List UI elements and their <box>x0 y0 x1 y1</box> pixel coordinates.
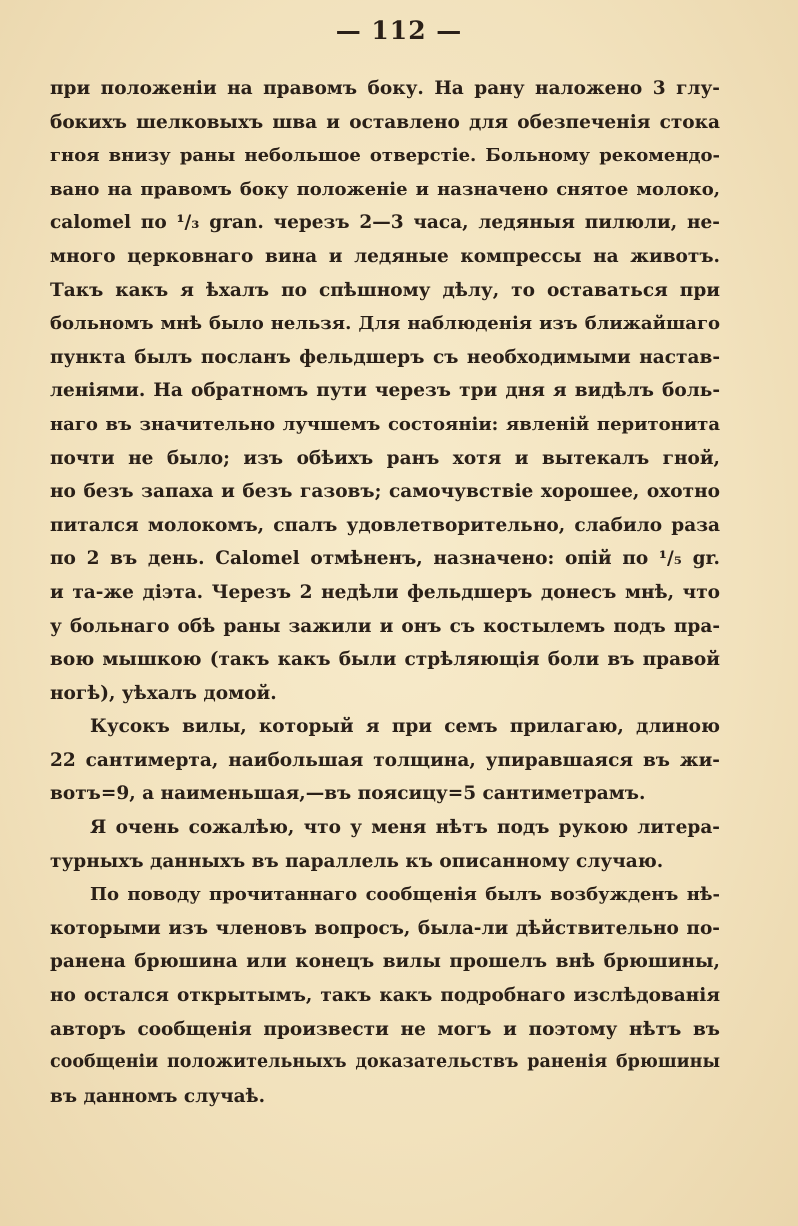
text-line-7: Такъ какъ я ѣхалъ по спѣшному дѣлу, то оставаться при <box>50 279 720 301</box>
text-line-17: у больнаго обѣ раны зажили и онъ съ костылемъ подъ пра- <box>50 615 720 637</box>
text-line-3: гноя внизу раны небольшое отверстiе. Больному рекомендо- <box>50 145 720 167</box>
text-line-15: по 2 въ день. Calomel отмѣненъ, назначено: опiй по ¹/₅ gr. <box>50 548 720 570</box>
text-line-18: вою мышкою (такъ какъ были стрѣляющiя боли въ правой <box>50 649 720 671</box>
text-line-8: больномъ мнѣ было нельзя. Для наблюденiя изъ ближайшаго <box>50 313 720 335</box>
text-line-29: авторъ сообщенiя произвести не могъ и поэтому нѣтъ въ <box>50 1018 720 1040</box>
text-line-23: Я очень сожалѣю, что у меня нѣтъ подъ рукою литера- <box>90 817 720 839</box>
text-line-13: но безъ запаха и безъ газовъ; самочувствiе хорошее, охотно <box>50 481 720 503</box>
text-line-28: но остался открытымъ, такъ какъ подробнаго изслѣдованiя <box>50 985 720 1007</box>
text-line-14: питался молокомъ, спалъ удовлетворительно, слабило раза <box>50 514 720 536</box>
text-line-21: 22 сантимерта, наибольшая толщина, упиравшаяся въ жи- <box>50 749 720 771</box>
text-line-9: пункта былъ посланъ фельдшеръ съ необходимыми настав- <box>50 346 720 368</box>
page-number: — 112 — <box>335 16 463 45</box>
text-line-6: много церковнаго вина и ледяные компрессы на животъ. <box>50 245 720 267</box>
text-line-10: ленiями. На обратномъ пути черезъ три дня я видѣлъ боль- <box>50 380 720 402</box>
text-line-24: турныхъ данныхъ въ параллель къ описанному случаю. <box>50 850 664 872</box>
text-line-25: По поводу прочитаннаго сообщенiя былъ возбужденъ нѣ- <box>90 884 720 906</box>
text-line-22: вотъ=9, а наименьшая,—въ поясицу=5 сантиметрамъ. <box>50 783 646 805</box>
text-line-5: calomel по ¹/₃ gran. черезъ 2—3 часа, ледяныя пилюли, не- <box>50 212 720 234</box>
body-text <box>50 72 720 1113</box>
text-line-27: ранена брюшина или конецъ вилы прошелъ внѣ брюшины, <box>50 951 720 973</box>
text-line-19: ногѣ), уѣхалъ домой. <box>50 682 277 704</box>
text-line-20: Кусокъ вилы, который я при семъ прилагаю, длиною <box>90 716 720 738</box>
text-line-1: при положенiи на правомъ боку. На рану наложено 3 глу- <box>50 78 720 99</box>
text-line-11: наго въ значительно лучшемъ состоянiи: явленiй перитонита <box>50 413 720 435</box>
text-line-12: почти не было; изъ обѣихъ ранъ хотя и вытекалъ гной, <box>50 447 720 469</box>
text-line-31: въ данномъ случаѣ. <box>50 1085 266 1107</box>
text-line-26: которыми изъ членовъ вопросъ, была-ли дѣйствительно по- <box>50 917 720 939</box>
text-line-4: вано на правомъ боку положенiе и назначено снятое молоко, <box>50 178 720 200</box>
text-line-30: сообщенiи положительныхъ доказательствъ раненiя брюшины <box>50 1052 720 1073</box>
text-line-2: бокихъ шелковыхъ шва и оставлено для обезпеченiя стока <box>50 111 720 133</box>
text-line-16: и та-же дiэта. Черезъ 2 недѣли фельдшеръ донесъ мнѣ, что <box>50 581 720 603</box>
